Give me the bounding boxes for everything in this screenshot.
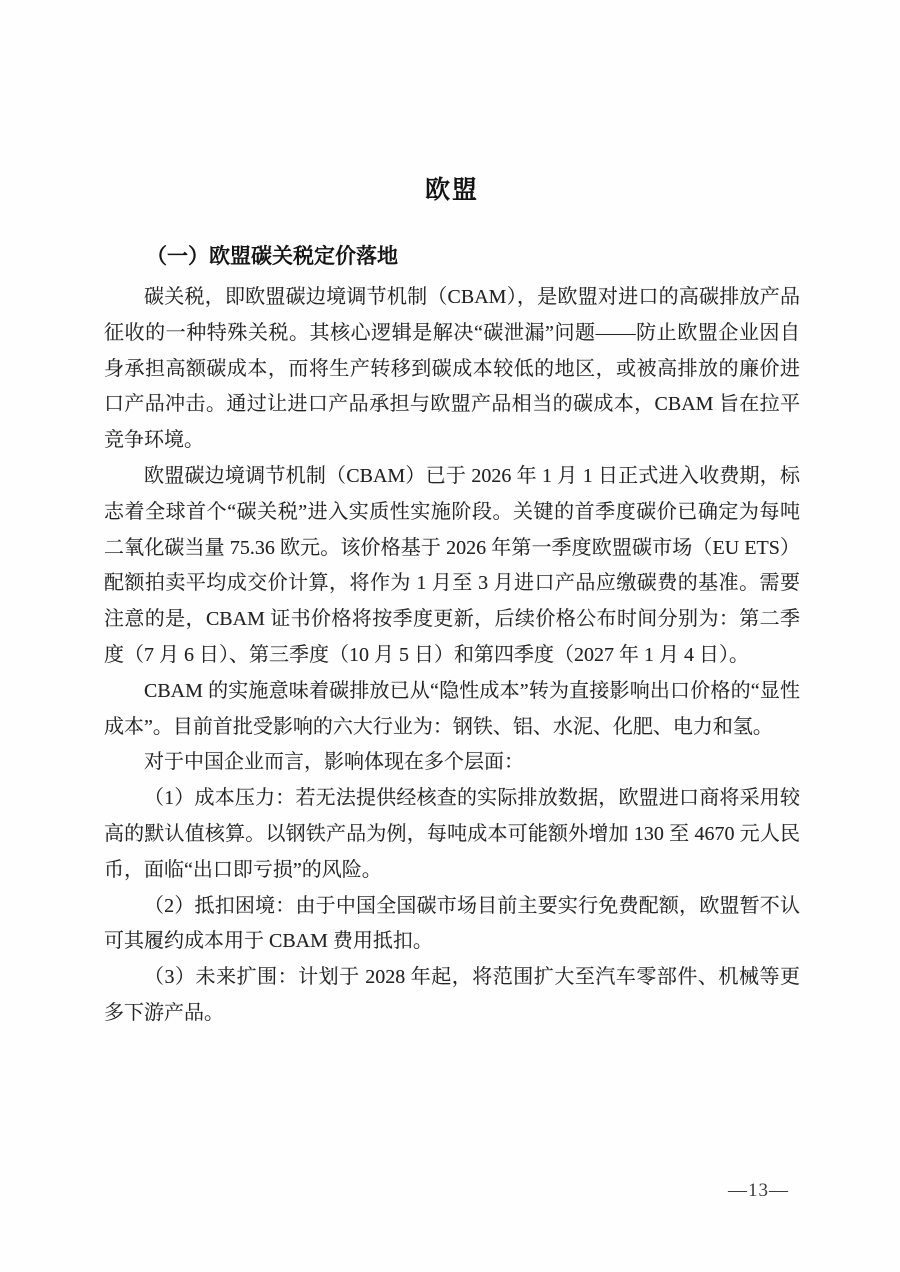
paragraph-china-impact-intro: 对于中国企业而言，影响体现在多个层面： xyxy=(144,751,524,774)
document-content xyxy=(104,176,800,1032)
paragraph-cbam-definition: 碳关税，即欧盟碳边境调节机制（CBAM），是欧盟对进口的高碳排放产品征收的一种特殊关税。其核心逻辑是解决“碳泄漏”问题——防止欧盟企业因自身承担高额碳成本，而将生产转移到碳成本较低的地区，或被高排放的廉价进口产品冲击。通过让进口产品承担与欧盟产品相当的碳成本，CBAM 旨在拉平竞争环境。 xyxy=(104,286,800,452)
page-number: —13— xyxy=(728,1180,789,1201)
page-title: 欧盟 xyxy=(424,177,479,204)
paragraph-explicit-cost: CBAM 的实施意味着碳排放已从“隐性成本”转为直接影响出口价格的“显性成本”。目前首批受影响的六大行业为：钢铁、铝、水泥、化肥、电力和氢。 xyxy=(104,679,800,738)
paragraph-offset-difficulty: （2）抵扣困境：由于中国全国碳市场目前主要实行免费配额，欧盟暂不认可其履约成本用于 CBAM 费用抵扣。 xyxy=(104,894,800,953)
paragraph-cost-pressure: （1）成本压力：若无法提供经核查的实际排放数据，欧盟进口商将采用较高的默认值核算。以钢铁产品为例，每吨成本可能额外增加 130 至 4670 元人民币，面临“出口即亏损”的风险。 xyxy=(104,787,800,881)
paragraph-cbam-pricing: 欧盟碳边境调节机制（CBAM）已于 2026 年 1 月 1 日正式进入收费期，标志着全球首个“碳关税”进入实质性实施阶段。关键的首季度碳价已确定为每吨二氧化碳当量 75.36 欧元。该价格基于 2026 年第一季度欧盟碳市场（EU ETS）配额拍卖平均成交价计算，将作为 1 月至 3 月进口产品应缴碳费的基准。需要注意的是，CBAM 证书价格将按季度更新，后续价格公布时间分别为：第二季度（7 月 6 日）、第三季度（10 月 5 日）和第四季度（2027 年 1 月 4 日）。 xyxy=(104,464,800,666)
section-heading: （一）欧盟碳关税定价落地 xyxy=(146,244,398,268)
paragraph-future-expansion: （3）未来扩围：计划于 2028 年起，将范围扩大至汽车零部件、机械等更多下游产品。 xyxy=(104,966,800,1024)
